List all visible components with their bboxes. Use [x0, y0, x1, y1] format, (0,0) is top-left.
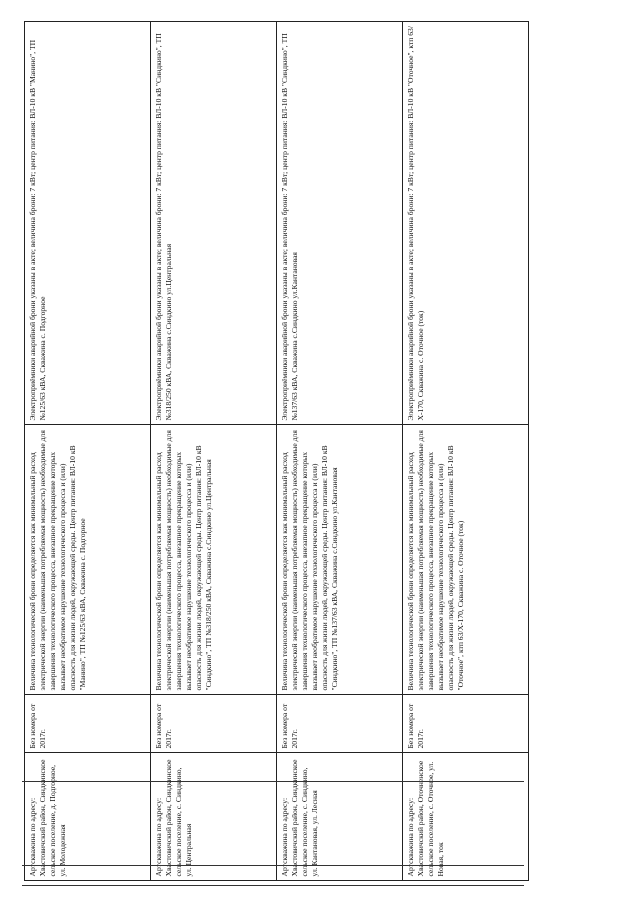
number-cell: Без номера от 2017г. — [151, 695, 277, 753]
page-rule — [22, 781, 524, 782]
description-cell: Величина технологической брони определяется как минимальный расход электрической энергии (наименьшая потребляемая мощность) необходимые для завершения технологического процесса, внезапное прекращение которых вызывает необратимое нарушение технологического процесса и (или) опасность для жизни людей, окружающей среды. Центр питания: ВЛ-10 кВ "Оточное", ктп 63/Х-170, Скважина с. Оточное (ток) — [403, 425, 529, 695]
page-rule — [22, 865, 524, 866]
table-row — [403, 22, 529, 882]
address-cell: Артскважина по адресу: Хвастовичский район, Синдкинское сельское поселение, с. Синдкино, ул. Центральная — [151, 753, 277, 881]
number-cell: Без номера от 2017г. — [25, 695, 151, 753]
address-cell: Артскважина по адресу: Хвастовичский район, Оточненское сельское поселение, с. Оточное, ул. Новая, ток — [403, 753, 529, 881]
table-row — [151, 22, 277, 882]
act-cell: Электроприёмники аварийной брони указаны в акте; величина брони: 7 кВт; центр питания: ВЛ-10 кВ "Оточное", ктп 63/Х-170, Скважина с. Оточное (ток) — [403, 22, 529, 426]
act-cell: Электроприёмники аварийной брони указаны в акте; величина брони: 7 кВт; центр питания: ВЛ-10 кВ "Манино", ТП №125/63 кВА, Скважина с. Подгорное — [25, 22, 151, 426]
description-cell: Величина технологической брони определяется как минимальный расход электрической энергии (наименьшая потребляемая мощность) необходимые для завершения технологического процесса, внезапное прекращение которых вызывает необратимое нарушение технологического процесса и (или) опасность для жизни людей, окружающей среды. Центр питания: ВЛ-10 кВ "Синдкино", ТП №318/250 кВА, Скважина с.Синдкино ул.Центральная — [151, 425, 277, 695]
act-cell: Электроприёмники аварийной брони указаны в акте; величина брони: 7 кВт; центр питания: ВЛ-10 кВ "Синдкино", ТП №137/63 кВА, Скважина с.Синдкино ул.Кантановая — [277, 22, 403, 426]
number-cell: Без номера от 2017г. — [403, 695, 529, 753]
page-rule — [22, 885, 524, 886]
description-cell: Величина технологической брони определяется как минимальный расход электрической энергии (наименьшая потребляемая мощность) необходимые для завершения технологического процесса, внезапное прекращение которых вызывает необратимое нарушение технологического процесса и (или) опасность для жизни людей, окружающей среды. Центр питания: ВЛ-10 кВ "Синдкино", ТП №137/63 кВА, Скважина с.Синдкино ул.Кантановая — [277, 425, 403, 695]
number-cell: Без номера от 2017г. — [277, 695, 403, 753]
act-cell: Электроприёмники аварийной брони указаны в акте; величина брони: 7 кВт; центр питания: ВЛ-10 кВ "Синдкино", ТП №318/250 кВА, Скважина с.Синдкино ул.Центральная — [151, 22, 277, 426]
address-cell: Артскважина по адресу: Хвастовичский район, Синдкинское сельское поселение, с. Синдкино, ул. Кантановая, ул. Лесная — [277, 753, 403, 881]
address-cell: Артскважина по адресу: Хвастовичский район, Синдкинское сельское поселение, д. Подгорное, ул. Молодежная — [25, 753, 151, 881]
armor-table — [24, 21, 529, 881]
rotated-table-container — [24, 21, 528, 881]
table-row — [25, 22, 151, 882]
description-cell: Величина технологической брони определяется как минимальный расход электрической энергии (наименьшая потребляемая мощность) необходимые для завершения технологического процесса, внезапное прекращение которых вызывает необратимое нарушение технологического процесса и (или) опасность для жизни людей, окружающей среды. Центр питания: ВЛ-10 кВ "Манино", ТП №125/63 кВА, Скважина с. Подгорное — [25, 425, 151, 695]
table-row — [277, 22, 403, 882]
